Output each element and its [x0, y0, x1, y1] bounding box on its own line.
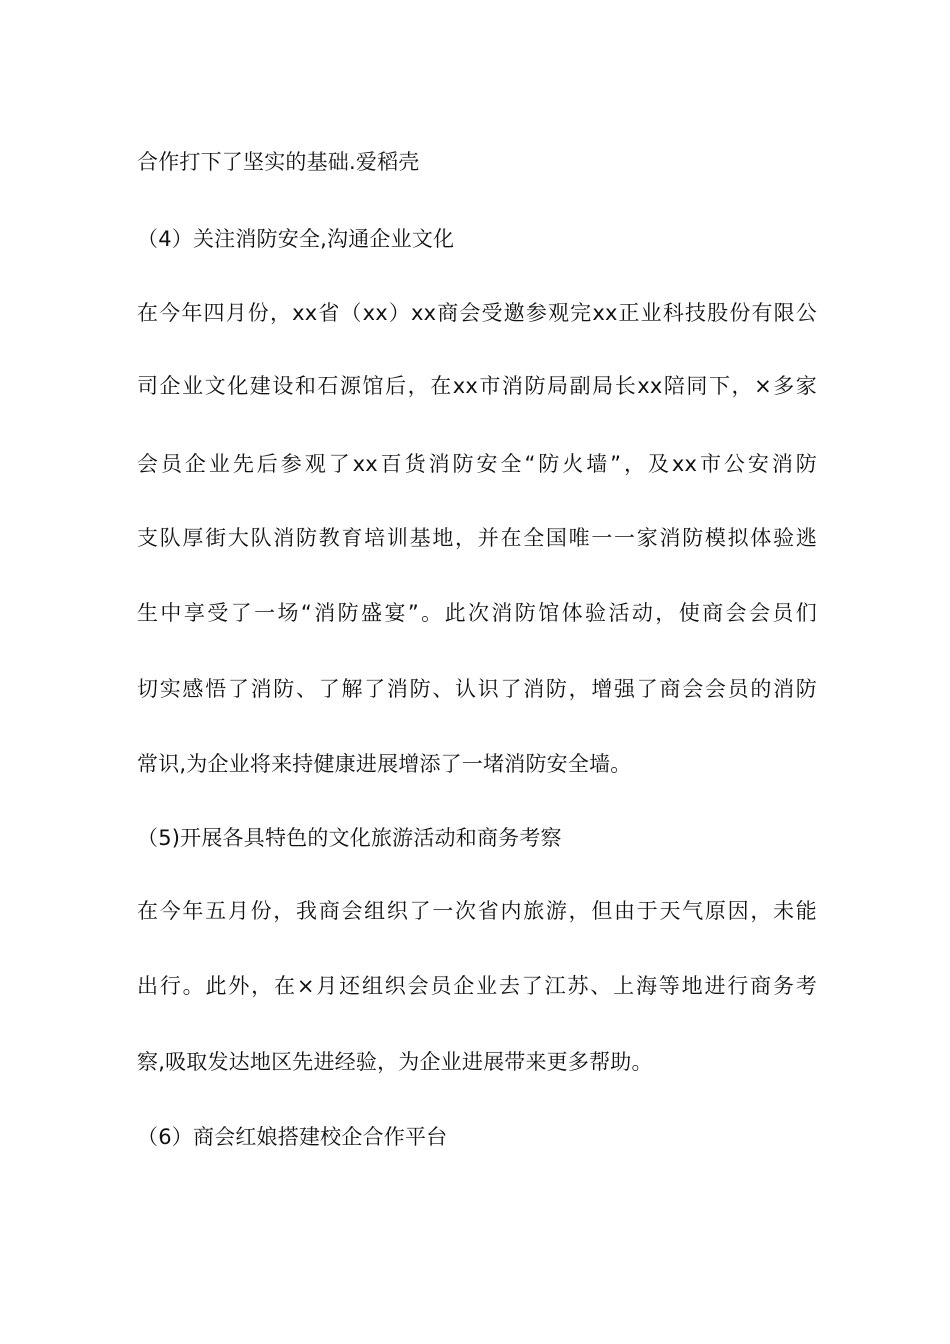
- paragraph-line: 察,吸取发达地区先进经验，为企业进展带来更多帮助。: [137, 1050, 653, 1074]
- paragraph-line: 出行。此外，在×月还组织会员企业去了江苏、上海等地进行商务考: [137, 974, 817, 998]
- paragraph-line: 常识,为企业将来持健康进展增添了一堵消防安全墙。: [137, 752, 632, 776]
- section-heading-5: （5)开展各具特色的文化旅游活动和商务考察: [137, 826, 562, 850]
- paragraph-line: 生中享受了一场“消防盛宴”。此次消防馆体验活动，使商会会员们: [137, 601, 817, 625]
- paragraph-line: 在今年四月份，xx省（xx）xx商会受邀参观完xx正业科技股份有限公: [137, 301, 817, 325]
- paragraph-line: 切实感悟了消防、了解了消防、认识了消防，增强了商会会员的消防: [137, 677, 817, 701]
- paragraph-line: 会员企业先后参观了xx百货消防安全“防火墙”，及xx市公安消防: [137, 452, 817, 476]
- paragraph-line: 在今年五月份，我商会组织了一次省内旅游，但由于天气原因，未能: [137, 899, 817, 923]
- paragraph-line: 司企业文化建设和石源馆后，在xx市消防局副局长xx陪同下，×多家: [137, 374, 817, 398]
- paragraph-line: 支队厚街大队消防教育培训基地，并在全国唯一一家消防模拟体验逃: [137, 526, 817, 550]
- section-heading-4: （4）关注消防安全,沟通企业文化: [137, 227, 455, 251]
- paragraph-line: 合作打下了坚实的基础.爱稻壳: [137, 150, 420, 174]
- section-heading-6: （6）商会红娘搭建校企合作平台: [137, 1125, 448, 1149]
